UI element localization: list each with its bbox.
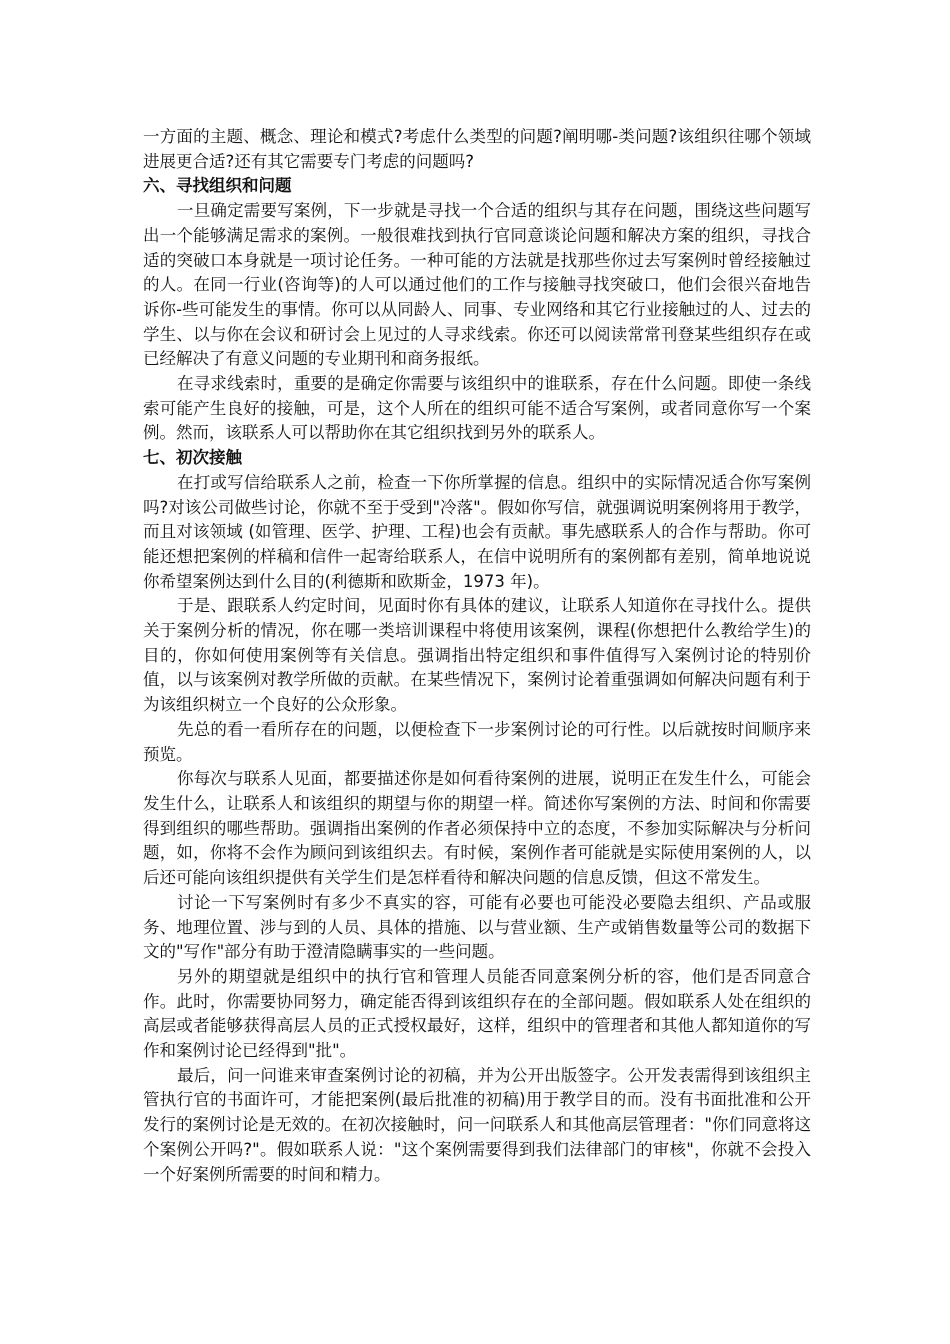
- paragraph-before-contact: 在打或写信给联系人之前，检查一下你所掌握的信息。组织中的实际情况适合你写案例吗?对该公司做些讨论，你就不至于受到"冷落"。假如你写信，就强调说明案例将用于教学，而且对该领域 (如管理、医学、护理、工程)也会有贡献。事先感联系人的合作与帮助。你可能还想把案例的样稿和信件一起寄给联系人，在信中说明所有的案例都有差别，简单地说说你希望案例达到什么目的(利德斯和欧斯金，1973 年)。: [143, 472, 811, 591]
- section-heading-find-organization: 六、寻找组织和问题: [143, 176, 292, 196]
- paragraph-expectations: 另外的期望就是组织中的执行官和管理人员能否同意案例分析的容，他们是否同意合作。此时，你需要协同努力，确定能否得到该组织存在的全部问题。假如联系人处在组织的高层或者能够获得高层人员的正式授权最好，这样，组织中的管理者和其他人都知道你的写作和案例讨论已经得到"批"。: [143, 966, 811, 1061]
- document-page: [143, 125, 811, 1187]
- paragraph-intro-questions: 一方面的主题、概念、理论和模式?考虑什么类型的问题?阐明哪-类问题?该组织往哪个领域进展更合适?还有其它需要专门考虑的问题吗?: [143, 127, 811, 171]
- paragraph-appointment: 于是、跟联系人约定时间，见面时你有具体的建议，让联系人知道你在寻找什么。提供关于案例分析的情况，你在哪一类培训课程中将使用该案例，课程(你想把什么教给学生)的目的，你如何使用案例等有关信息。强调指出特定组织和事件值得写入案例讨论的特别价值，以与该案例对教学所做的贡献。在某些情况下，案例讨论着重强调如何解决问题有利于为该组织树立一个良好的公众形象。: [143, 596, 811, 715]
- paragraph-seek-leads: 在寻求线索时，重要的是确定你需要与该组织中的谁联系，存在什么问题。即使一条线索可能产生良好的接触，可是，这个人所在的组织可能不适合写案例，或者同意你写一个案例。然而，该联系人可以帮助你在其它组织找到另外的联系人。: [143, 374, 811, 443]
- paragraph-final-approval: 最后，问一问谁来审查案例讨论的初稿，并为公开出版签字。公开发表需得到该组织主管执行官的书面许可，才能把案例(最后批准的初稿)用于教学目的而。没有书面批准和公开发行的案例讨论是无效的。在初次接触时，问一问联系人和其他高层管理者："你们同意将这个案例公开吗?"。假如联系人说："这个案例需要得到我们法律部门的审核"，你就不会投入一个好案例所需要的时间和精力。: [143, 1065, 811, 1184]
- paragraph-find-organization: 一旦确定需要写案例，下一步就是寻找一个合适的组织与其存在问题，围绕这些问题写出一个能够满足需求的案例。一般很难找到执行官同意谈论问题和解决方案的组织，寻找合适的突破口本身就是一项讨论任务。一种可能的方法就是找那些你过去写案例时曾经接触过的人。在同一行业(咨询等)的人可以通过他们的工作与接触寻找突破口，他们会很兴奋地告诉你-些可能发生的事情。你可以从同龄人、同事、专业网络和其它行业接触过的人、过去的学生、以与你在会议和研讨会上见过的人寻求线索。你还可以阅读常常刊登某些组织存在或已经解决了有意义问题的专业期刊和商务报纸。: [143, 201, 811, 369]
- section-heading-first-contact: 七、初次接触: [143, 448, 242, 468]
- paragraph-each-meeting: 你每次与联系人见面，都要描述你是如何看待案例的进展，说明正在发生什么，可能会发生什么，让联系人和该组织的期望与你的期望一样。简述你写案例的方法、时间和你需要得到组织的哪些帮助。强调指出案例的作者必须保持中立的态度，不参加实际解决与分析问题，如，你将不会作为顾问到该组织去。有时候，案例作者可能就是实际使用案例的人，以后还可能向该组织提供有关学生们是怎样看待和解决问题的信息反馈，但这不常发生。: [143, 769, 811, 888]
- paragraph-disguise-facts: 讨论一下写案例时有多少不真实的容，可能有必要也可能没必要隐去组织、产品或服务、地理位置、涉与到的人员、具体的措施、以与营业额、生产或销售数量等公司的数据下文的"写作"部分有助于澄清隐瞒事实的一些问题。: [143, 892, 811, 962]
- paragraph-overview: 先总的看一看所存在的问题，以便检查下一步案例讨论的可行性。以后就按时间顺序来预览。: [143, 719, 811, 764]
